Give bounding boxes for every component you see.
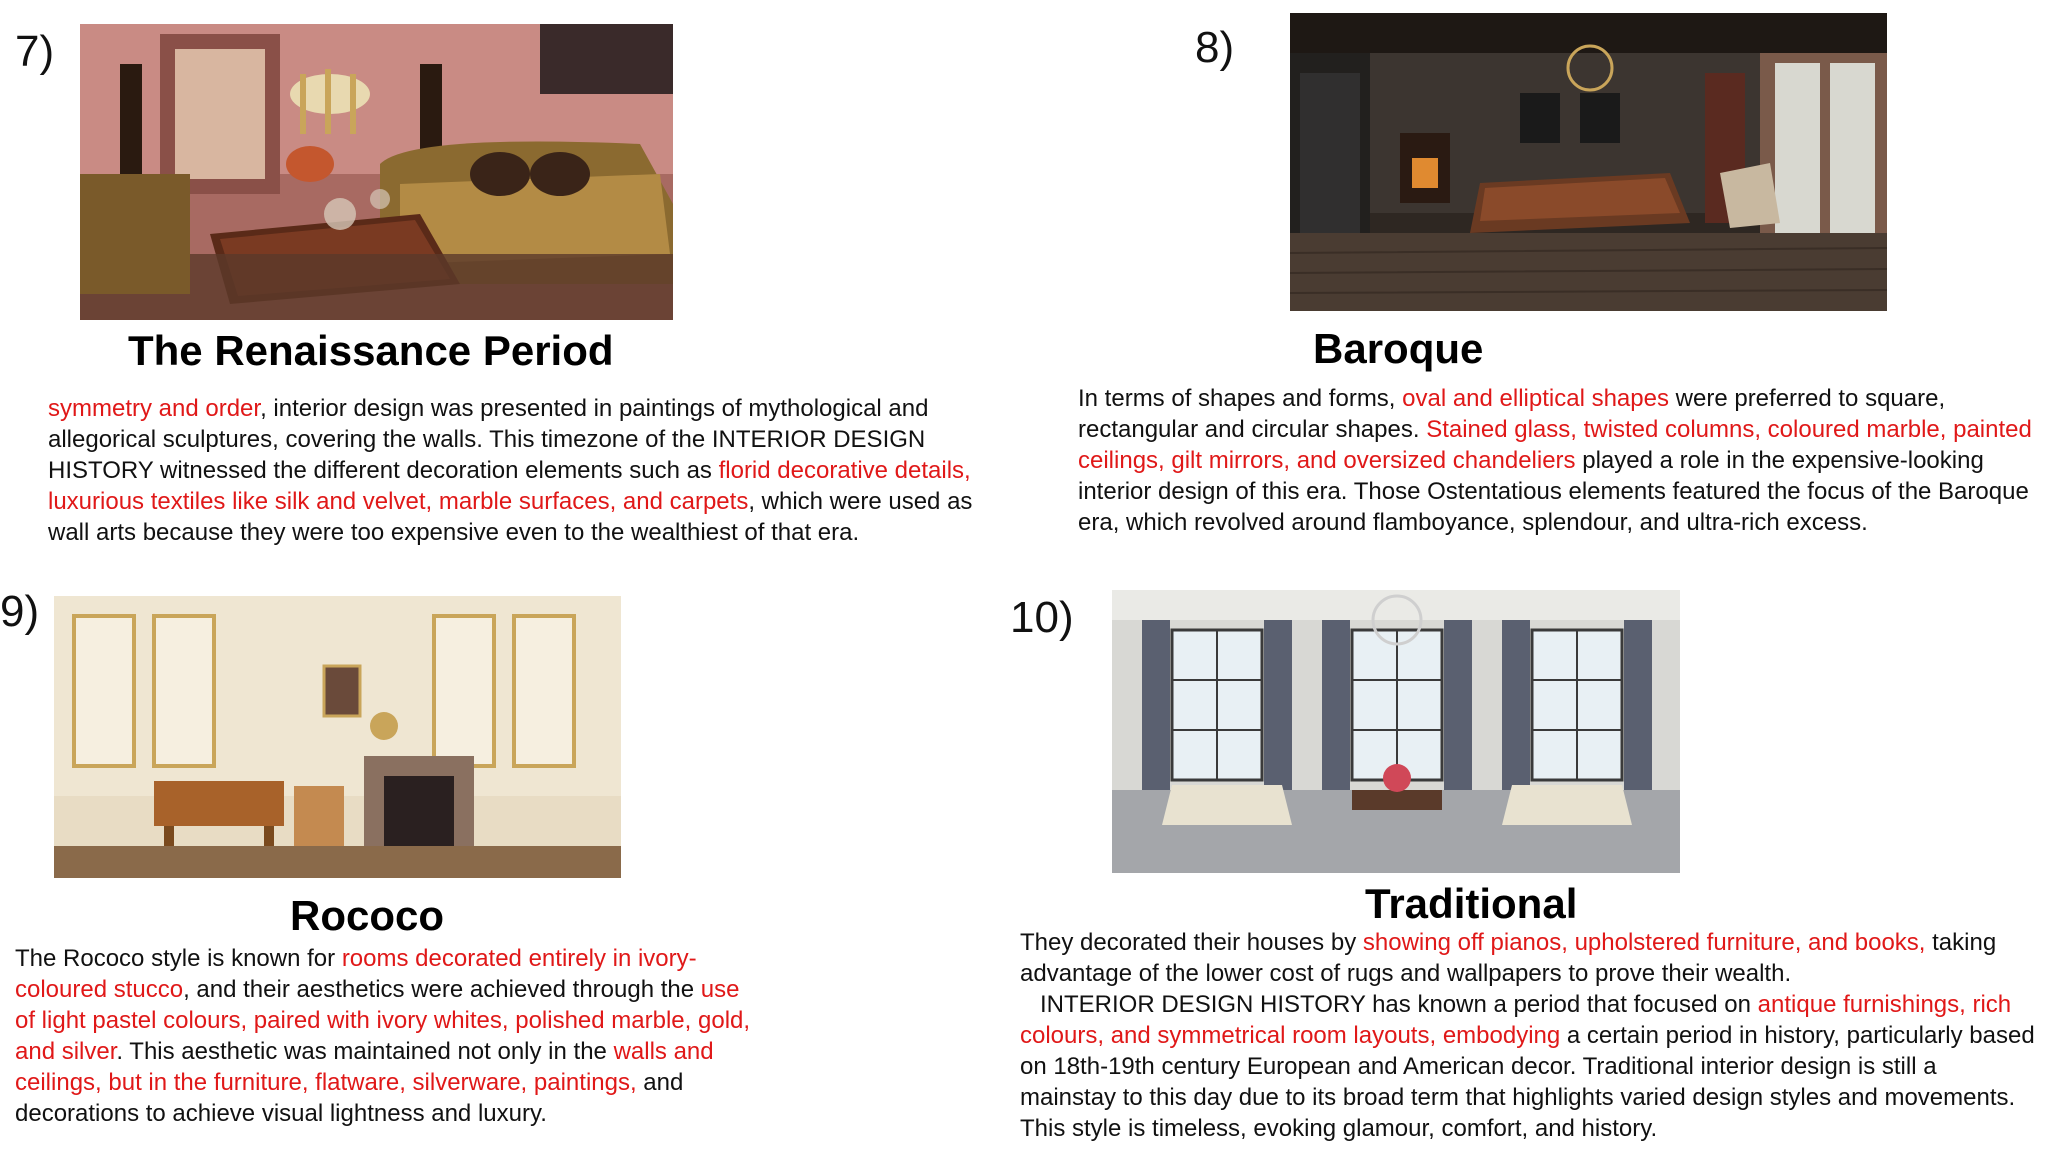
- section-title: Rococo: [290, 892, 445, 939]
- para-fragment: rooms decorated entirely in ivory-coloured stucco: [15, 945, 697, 1003]
- para-fragment: , which were used as wall arts because they were too expensive even to the wealthiest of that era.: [48, 488, 973, 546]
- para-fragment: , and their aesthetics were achieved through the: [183, 976, 701, 1003]
- section-paragraph: [1020, 927, 2042, 1144]
- baroque-photo: [1290, 13, 1887, 311]
- para-fragment: INTERIOR DESIGN HISTORY has known a period that focused on: [1040, 991, 1752, 1018]
- para-fragment: oval and elliptical shapes: [1402, 385, 1669, 412]
- para-fragment: The Rococo style is known for: [15, 945, 342, 972]
- section-number: 9): [0, 587, 40, 636]
- para-fragment: use of light pastel colours, paired with ivory whites, polished marble, gold, and silver: [15, 976, 751, 1065]
- para-fragment: . This aesthetic was maintained not only in the: [116, 1038, 614, 1065]
- para-fragment: In terms of shapes and forms,: [1078, 385, 1403, 412]
- section-number: 10): [1010, 593, 1074, 642]
- para-fragment: a certain period in history, particularly based on 18th-19th century European and American decor. Traditional interior design is still a mainstay to this day due to its broad term that highlights varied design styles and movements. This style is timeless, evoking glamour, comfort, and history.: [1020, 1022, 2042, 1142]
- renaissance-photo: [80, 24, 673, 320]
- para-fragment: walls and ceilings, but in the furniture, flatware, silverware, paintings,: [15, 1038, 714, 1096]
- section-number: 8): [1195, 23, 1235, 72]
- section-title: Baroque: [1313, 325, 1484, 372]
- rococo-photo: [54, 596, 621, 878]
- traditional-photo: [1112, 590, 1680, 873]
- para-fragment: showing off pianos, upholstered furniture, and books,: [1362, 929, 1926, 956]
- para-fragment: Stained glass, twisted columns, coloured marble, painted ceilings, gilt mirrors, and oversized chandeliers: [1078, 416, 2032, 474]
- section-number: 7): [15, 27, 55, 76]
- para-fragment: They decorated their houses by: [1020, 929, 1363, 956]
- para-fragment: florid decorative details, luxurious textiles like silk and velvet, marble surfaces, and carpets: [48, 457, 971, 515]
- para-fragment: and decorations to achieve visual lightness and luxury.: [15, 1069, 684, 1127]
- para-fragment: , interior design was presented in paintings of mythological and allegorical sculptures, covering the walls. This timezone of the INTERIOR DESIGN HISTORY witnessed the different decoration elements such as: [48, 395, 929, 484]
- para-fragment: played a role in the expensive-looking interior design of this era. Those Ostentatious elements featured the focus of the Baroque era, which revolved around flamboyance, splendour, and ultra-rich excess.: [1078, 447, 2029, 536]
- section-title: The Renaissance Period: [128, 327, 614, 374]
- section-paragraph: [15, 943, 760, 1129]
- section-paragraph: [48, 393, 1008, 548]
- section-title: Traditional: [1365, 880, 1578, 927]
- para-fragment: antique furnishings, rich colours, and symmetrical room layouts, embodying: [1020, 991, 2018, 1049]
- section-paragraph: [1078, 383, 2038, 538]
- para-fragment: were preferred to square, rectangular and circular shapes.: [1078, 385, 1946, 443]
- para-fragment: taking advantage of the lower cost of rugs and wallpapers to prove their wealth.: [1020, 929, 2003, 987]
- para-fragment: symmetry and order: [48, 395, 261, 422]
